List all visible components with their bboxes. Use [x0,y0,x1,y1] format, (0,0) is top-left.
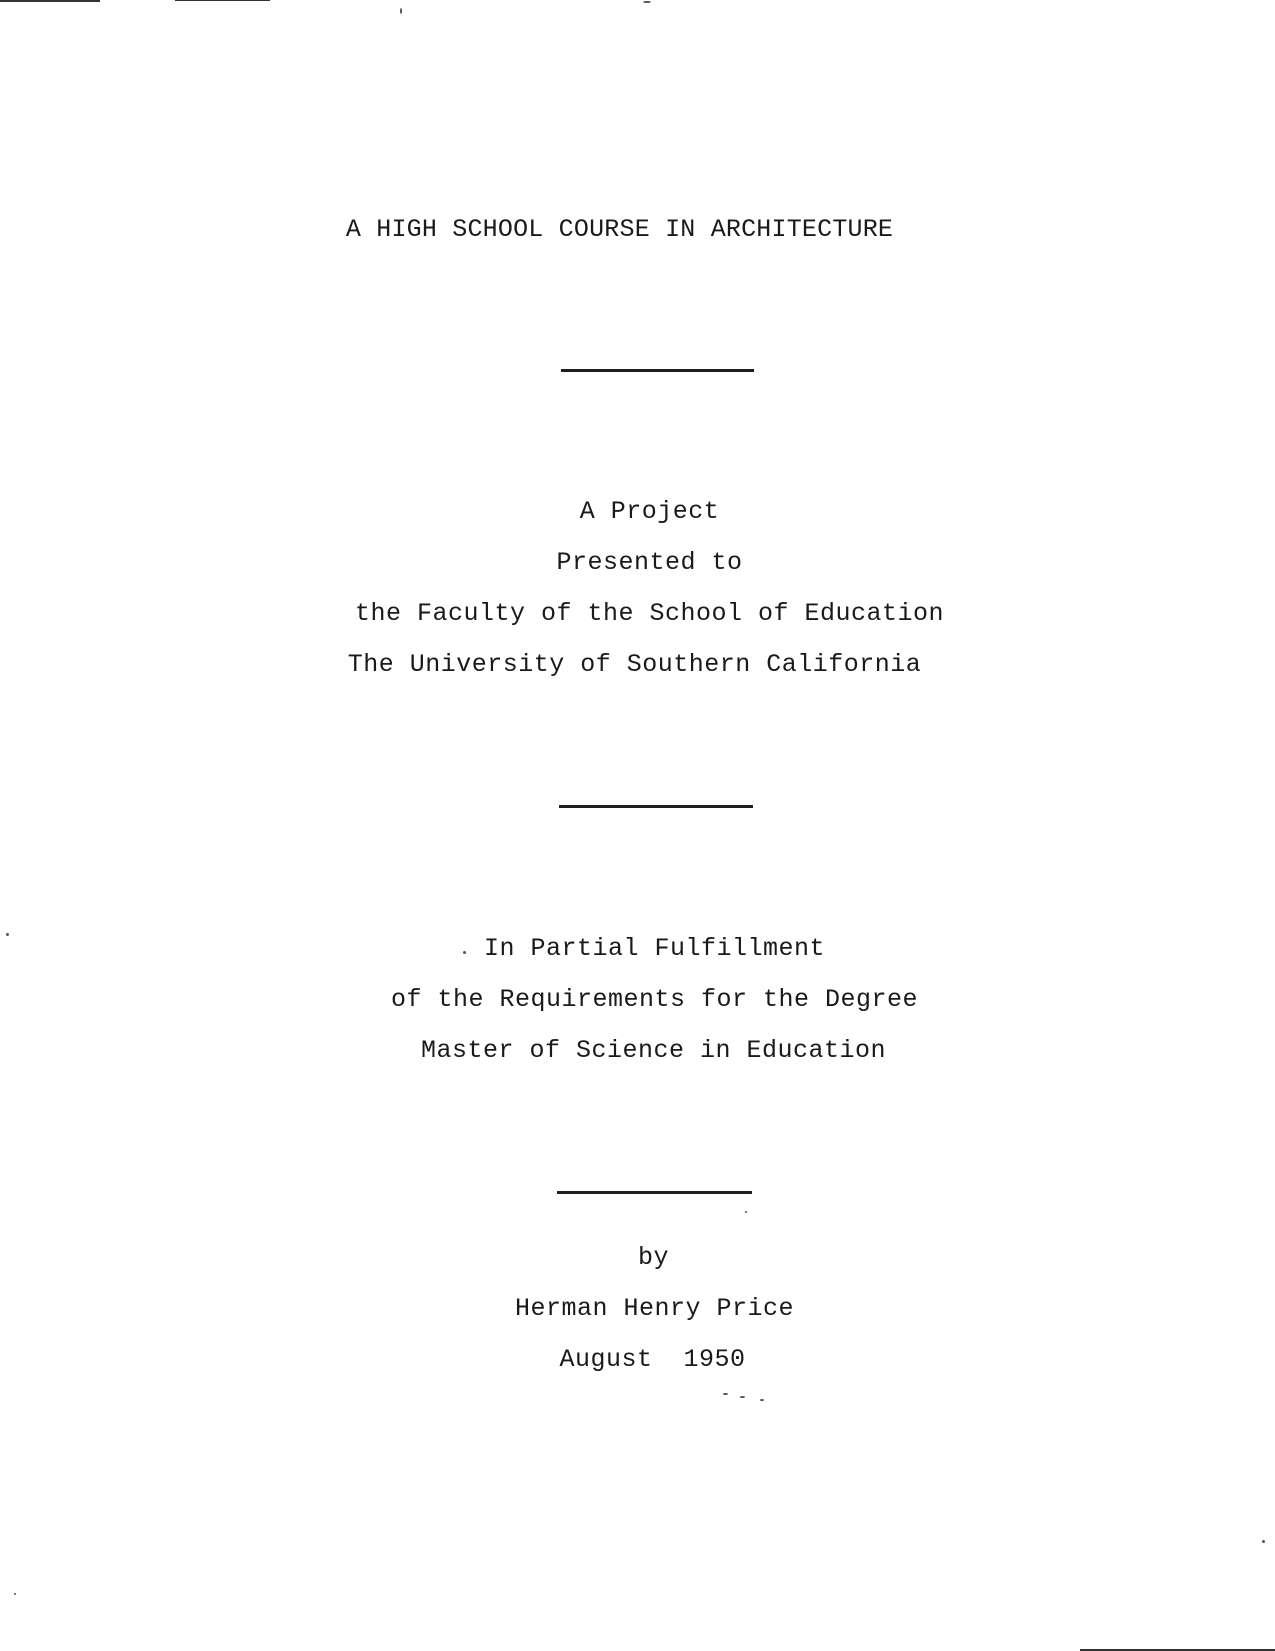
section-divider [561,369,754,372]
faculty-line: the Faculty of the School of Education [354,599,945,628]
scan-speck [1262,1540,1265,1543]
section-divider [557,1191,752,1194]
project-label: A Project [579,497,720,526]
document-title: A HIGH SCHOOL COURSE IN ARCHITECTURE [345,215,894,244]
scan-edge-mark [0,0,100,2]
presented-to-line: Presented to [556,548,743,577]
university-line: The University of Southern California [347,650,922,679]
fulfillment-line: In Partial Fulfillment [483,934,826,963]
submission-date: August 1950 [559,1345,746,1374]
scan-edge-mark [175,0,270,1]
scan-speck [6,933,9,936]
author-name: Herman Henry Price [514,1294,795,1323]
scan-speck [463,951,466,954]
scan-speck [723,1393,728,1395]
scan-speck [643,1,651,3]
scan-speck [14,1593,16,1595]
degree-line: Master of Science in Education [420,1036,887,1065]
scan-speck [745,1211,747,1213]
scan-speck [400,8,402,14]
by-label: by [637,1243,669,1272]
scan-speck [760,1399,764,1401]
scan-speck [740,1396,745,1398]
requirements-line: of the Requirements for the Degree [390,985,919,1014]
section-divider [559,805,753,808]
